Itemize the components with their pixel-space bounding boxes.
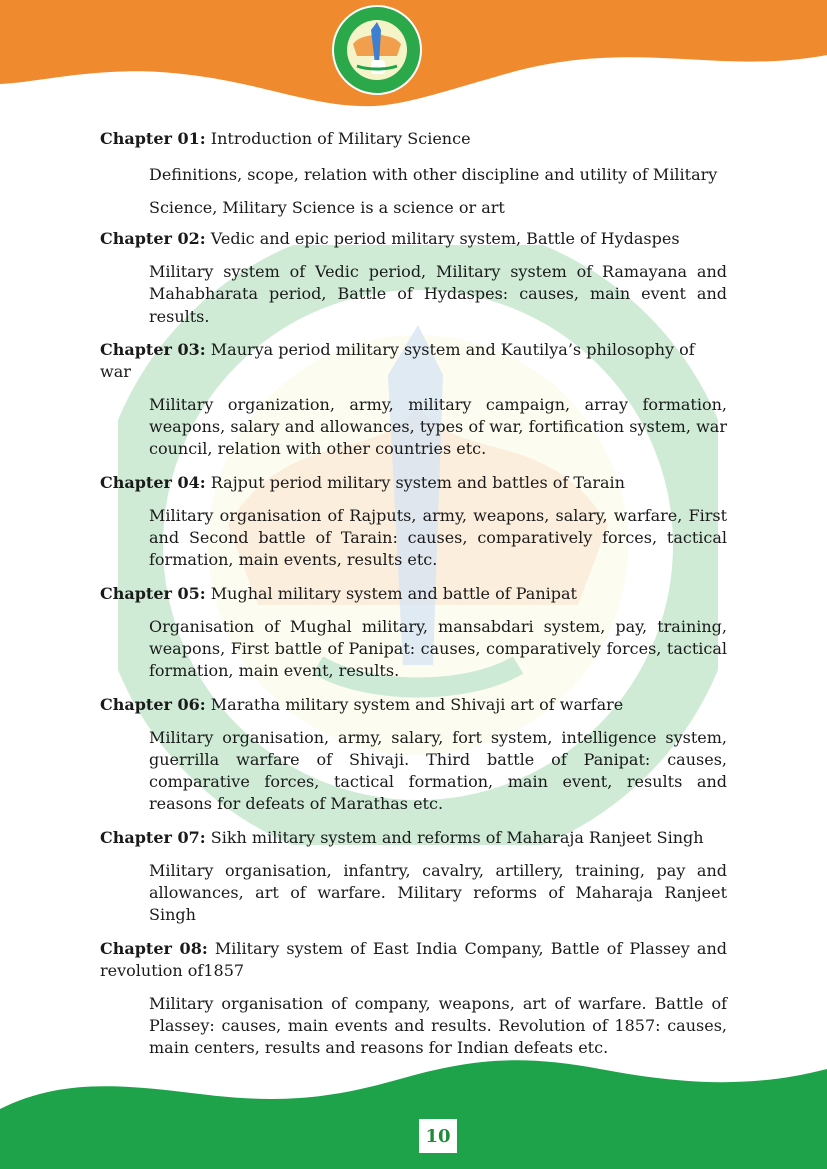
chapter-heading xyxy=(100,228,727,250)
chapter-label: Chapter 01: xyxy=(100,129,206,148)
chapter-label: Chapter 08: xyxy=(100,938,208,958)
chapter-03 xyxy=(100,339,727,461)
chapter-07 xyxy=(100,827,727,927)
chapter-title: Military system of East India Company, Battle of Plassey and revolution of1857 xyxy=(100,938,727,980)
chapter-description: Organisation of Mughal military, mansabdari system, pay, training, weapons, First battle of Panipat: causes, comparatively forces, tactical formation, main event, results. xyxy=(149,616,727,681)
chapter-title: Introduction of Military Science xyxy=(210,129,471,148)
chapter-title: Mughal military system and battle of Panipat xyxy=(210,583,577,603)
chapter-08 xyxy=(100,938,727,1060)
chapter-heading xyxy=(100,583,727,605)
chapter-title: Maurya period military system and Kautilya’s philosophy of war xyxy=(100,339,695,381)
chapter-description xyxy=(149,158,727,224)
chapter-05 xyxy=(100,583,727,683)
chapter-04 xyxy=(100,472,727,572)
chapter-06 xyxy=(100,694,727,816)
chapter-description: Military organization, army, military campaign, array formation, weapons, salary and allowances, types of war, fortification system, war council, relation with other countries etc. xyxy=(149,394,727,459)
syllabus-content xyxy=(100,128,727,1071)
chapter-label: Chapter 03: xyxy=(100,339,206,359)
chapter-label: Chapter 07: xyxy=(100,827,206,847)
chapter-heading xyxy=(100,339,727,383)
chapter-heading xyxy=(100,694,727,716)
chapter-description: Military organisation of company, weapons, art of warfare. Battle of Plassey: causes, main events and results. Revolution of 1857: causes, main centers, results and reasons for Indian defeats etc. xyxy=(149,993,727,1058)
chapter-title: Vedic and epic period military system, Battle of Hydaspes xyxy=(210,229,680,248)
chapter-description: Military organisation, infantry, cavalry, artillery, training, pay and allowances, art of warfare. Military reforms of Maharaja Ranjeet Singh xyxy=(149,860,727,925)
chapter-heading xyxy=(100,472,727,494)
chapter-description-line: Science, Military Science is a science or art xyxy=(149,198,505,217)
page-number: 10 xyxy=(417,1117,459,1155)
chapter-label: Chapter 06: xyxy=(100,694,206,714)
chapter-02 xyxy=(100,228,727,328)
chapter-description: Military organisation of Rajputs, army, weapons, salary, warfare, First and Second battle of Tarain: causes, comparatively forces, tactical formation, main events, results etc. xyxy=(149,505,727,570)
chapter-title: Rajput period military system and battles of Tarain xyxy=(210,472,625,492)
chapter-label: Chapter 05: xyxy=(100,583,206,603)
chapter-heading xyxy=(100,938,727,982)
chapter-heading xyxy=(100,827,727,849)
board-emblem-logo xyxy=(331,4,423,96)
chapter-01 xyxy=(100,128,727,224)
chapter-heading xyxy=(100,128,727,150)
chapter-title: Sikh military system and reforms of Maharaja Ranjeet Singh xyxy=(210,827,704,847)
chapter-label: Chapter 02: xyxy=(100,229,206,248)
chapter-description-line: Definitions, scope, relation with other discipline and utility of Military xyxy=(149,165,718,184)
chapter-description: Military system of Vedic period, Military system of Ramayana and Mahabharata period, Battle of Hydaspes: causes, main event and results. xyxy=(149,262,727,326)
chapter-title: Maratha military system and Shivaji art of warfare xyxy=(210,694,624,714)
bottom-green-band xyxy=(0,1049,827,1169)
chapter-label: Chapter 04: xyxy=(100,472,206,492)
chapter-description: Military organisation, army, salary, fort system, intelligence system, guerrilla warfare of Shivaji. Third battle of Panipat: causes, comparative forces, tactical formation, main event, results and reasons for defeats of Marathas etc. xyxy=(149,727,727,814)
